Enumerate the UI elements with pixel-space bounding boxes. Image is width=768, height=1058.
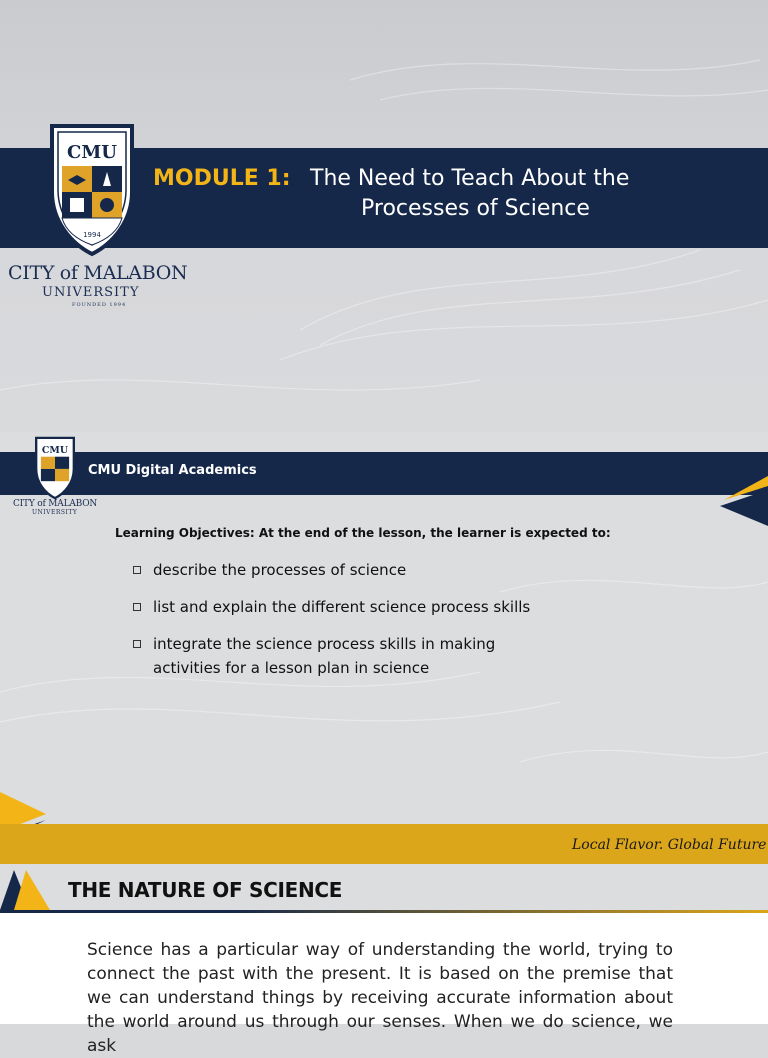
header-corner-chevron (716, 476, 768, 526)
body-paragraph: Science has a particular way of understanding the world, trying to connect the past with the present. It is based on the premise that we can understand things by receiving accurate information about the world around us through our senses. When we do science, we ask (87, 940, 673, 1056)
section-header-triangle (0, 866, 52, 912)
crest-year: 1994 (83, 231, 101, 239)
module-title-line-1: The Need to Teach About the (310, 166, 630, 191)
crest-abbrev-small: CMU (41, 444, 69, 456)
square-bullet-icon (133, 640, 141, 648)
university-name-line-1-small: CITY of MALABON (13, 499, 98, 509)
cmu-crest-logo-small (33, 436, 77, 500)
university-name-line-2: UNIVERSITY (42, 285, 140, 300)
university-name-line-2-small: UNIVERSITY (32, 509, 78, 516)
objective-item (133, 595, 553, 619)
section-title: THE NATURE OF SCIENCE (68, 878, 343, 902)
objective-item (133, 632, 533, 680)
objective-text: list and explain the different science process skills (153, 598, 531, 616)
module-label: MODULE 1: (153, 166, 291, 191)
cmu-crest-logo (46, 122, 138, 258)
objectives-slide (0, 432, 768, 864)
university-founded: FOUNDED 1994 (72, 302, 127, 308)
square-bullet-icon (133, 566, 141, 574)
section-header-underline (0, 910, 768, 913)
title-slide (0, 0, 768, 432)
header-title: CMU Digital Academics (88, 463, 257, 478)
objective-text: describe the processes of science (153, 561, 407, 579)
tagline: Local Flavor. Global Future (572, 837, 767, 853)
square-bullet-icon (133, 603, 141, 611)
university-name-line-1: CITY of MALABON (8, 262, 188, 284)
objectives-heading: Learning Objectives: At the end of the lesson, the learner is expected to: (115, 526, 611, 540)
crest-abbrev: CMU (67, 142, 117, 163)
content-slide (0, 864, 768, 1056)
objective-text: integrate the science process skills in making activities for a lesson plan in science (153, 635, 496, 677)
objective-item (133, 558, 553, 582)
module-title-line-2: Processes of Science (361, 196, 590, 221)
